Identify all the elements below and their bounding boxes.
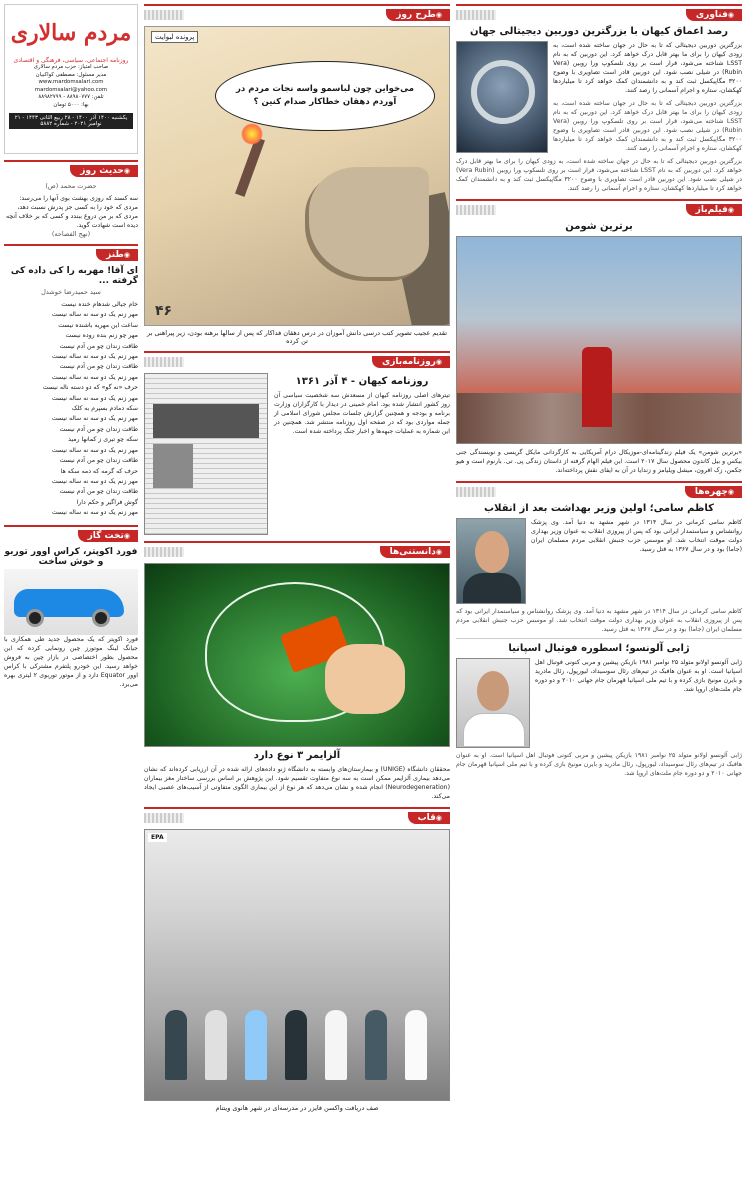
face-shape xyxy=(475,531,509,573)
science-title: آلزایمر ۳ نوع دارد xyxy=(253,750,341,761)
vaccine-queue-photo xyxy=(144,829,450,1101)
poem-line: سکه دمادم بسپرم به کلک xyxy=(71,405,138,413)
car-text: فورد اکوپتر که یک محصول جدید طی همکاری با جیانگ لینگ موتورز چین رونمایی کرده که این محصول بطور اختصاصی در بازار چین به فروش خواهد رسید. این خودرو پلتفرم مشترکی با کراس اوور Equator دارد و از موتور توربوی ۲ لیتری بهره می‌برد. xyxy=(4,635,138,688)
middle-column xyxy=(144,4,450,1118)
section-tag: ◉ فیلم‌باز xyxy=(686,204,742,216)
satire-title: ای آقا! مهربه را کی داده کی گرفته ... xyxy=(10,266,138,286)
section-tag: ◉ دانستنی‌ها xyxy=(380,546,450,558)
speech-bubble: می‌خواین چون لباسمو واسه نجات مردم در آوردم دهقان خطاکار صدام کنین ؟ xyxy=(215,61,435,131)
archive-title: روزنامه کیهان - ۴ آذر ۱۳۶۱ xyxy=(295,376,429,387)
lens-ring-shape xyxy=(471,60,535,124)
tech-title: رصد اعماق کیهان با بزرگترین دوربین دیجیتالی جهان xyxy=(469,26,729,37)
poem-line: گوش فراگیر و حکم دارا xyxy=(76,498,138,506)
poem-line: ساعت این مهریه باشنده نیست xyxy=(58,321,138,329)
poem-line: مهر زنم یک دو سه نه ساله نیست xyxy=(51,353,138,361)
tagline: روزنامه اجتماعی، سیاسی، فرهنگی و اقتصادی xyxy=(13,57,129,64)
quote-source: (نهج الفصاحه) xyxy=(51,230,91,238)
clipping-headline-block xyxy=(153,404,259,438)
left-column xyxy=(4,4,138,695)
person-shape xyxy=(325,1010,347,1080)
poem-line: مهر چو زنم بنده روده نیست xyxy=(65,332,138,340)
profile-text: ژابی آلونسو اولانو متولد ۲۵ نوامبر ۱۹۸۱ بازیکن پیشین و مربی کنونی فوتبال اهل اسپانیا است. او به عنوان هافبک در تیم‌های رئال سوسیداد، لیورپول، رئال مادرید و بایرن مونیخ بازی کرده و با تیم ملی اسپانیا قهرمان جام جهانی ۲۰۱۰ و دو دوره جام ملت‌های اروپا شد. xyxy=(535,659,743,693)
info-line: صاحب امتیاز: حزب مردم سالاری xyxy=(33,64,109,70)
faces-section xyxy=(456,481,742,778)
cartoon-caption: تقدیم عجیب تصویر کتب درسی دانش آموزان در درس دهقان فداکار که پس از سالها برهنه بودن، زیر پیراهنی بر تن کرده xyxy=(146,329,448,345)
poem-line: طاقت زندان چو من آدم نیست xyxy=(59,457,138,465)
face-shape xyxy=(477,671,509,711)
photo-section xyxy=(144,807,450,1112)
section-tag: ◉ فناوری xyxy=(686,9,742,21)
logo-text: مردم سالاری xyxy=(10,20,132,46)
car-photo xyxy=(4,569,138,635)
photo-caption: صف دریافت واکسن فایزر در مدرسه‌ای در شهر هانوی ویتنام xyxy=(215,1104,379,1112)
car-wheel xyxy=(26,609,44,627)
poem-line: مهر زنم یک دو سه نه ساله نیست xyxy=(51,311,138,319)
hand-shape xyxy=(325,644,405,714)
artist-tag: پرونده لبوایت xyxy=(151,31,198,43)
quote-day-section xyxy=(4,160,138,238)
portrait-photo xyxy=(456,658,530,748)
masthead xyxy=(4,4,138,154)
car-wheel xyxy=(92,609,110,627)
newspaper-logo xyxy=(9,9,133,57)
right-column xyxy=(456,4,742,784)
satire-section xyxy=(4,244,138,519)
poem-line: طاقت زندان چو من آدم نیست xyxy=(59,425,138,433)
section-tag: ◉ طرح روز xyxy=(386,9,450,21)
cartoon-section xyxy=(144,4,450,345)
poem-line: سکه چو تیری ز کمانها رمید xyxy=(68,436,138,444)
section-tag: ◉ طنز xyxy=(96,249,138,261)
brain-image xyxy=(144,563,450,747)
tech-section xyxy=(456,4,742,193)
poem-line: مهر زنم یک دو سه نه ساله نیست xyxy=(51,446,138,454)
torch-shape xyxy=(235,137,265,197)
profile-title: کاظم سامی؛ اولین وزیر بهداشت بعد از انقلاب xyxy=(484,503,714,514)
tech-text-continued: بزرگترین دوربین دیجیتالی که تا به حال در جهان ساخته شده است، به زودی کیهان را برای ما بهتر قابل درک خواهد کرد. این دوربین که به نام LSST شناخته می‌شود، قرار است بر روی تلسکوپ ورا روبین (Vera Rubin) در شیلی نصب شود. این دوربین قادر است تصاویری با وضوح ۳۲۰۰ مگاپیکسل ثبت کند و به دانشمندان کمک خواهد کرد تا میلیاردها کهکشان، ستاره و اجرام آسمانی را رصد کنند. xyxy=(553,100,742,152)
poem-line: حرف که گرمه که دمه سکه ها xyxy=(60,467,138,475)
profile-text: کاظم سامی کرمانی در سال ۱۳۱۴ در شهر مشهد به دنیا آمد. وی پزشک روانشناس و سیاستمدار ایرانی بود که پس از پیروزی انقلاب به عنوان وزیر بهداری دولت موقت انتخاب شد. او موسس حزب جنبش انقلابی مردم مسلمان ایران (جاما) بود و در سال ۱۳۶۷ به قتل رسید. xyxy=(531,519,742,553)
cartoon-number: ۴۶ xyxy=(155,303,173,319)
person-shape xyxy=(205,1010,227,1080)
cartoon-image xyxy=(144,26,450,326)
archive-text: تیترهای اصلی روزنامه کیهان از مسعدش سه شخصیت سیاسی آن روز کشور انتشار شده بود. امام خمینی در دیدار با کارگزاران وزارت برنامه و بودجه و همچنین گزارش جلسات مجلس شورای اسلامی از جمله مواردی بود که در صفحه اول روزنامه منتشر شد. همچنین در این شماره به عملیات جبهه‌ها و اخبار جنگ پرداخته شده است. xyxy=(274,392,450,435)
poem-line: خام جیالی شدهام خنده نیست xyxy=(61,301,138,308)
poem-line: مهر زنم یک دو سه نه ساله نیست xyxy=(51,394,138,402)
archive-section xyxy=(144,351,450,535)
section-logo xyxy=(456,10,496,20)
quote-author: حضرت محمد (ص) xyxy=(45,182,97,190)
poem-line: طاقت زندان چو من آدم نیست xyxy=(59,342,138,350)
poem-line: مهر زنم یک دو سه نه ساله نیست xyxy=(51,373,138,381)
profile-text-continued: کاظم سامی کرمانی در سال ۱۳۱۴ در شهر مشهد به دنیا آمد. وی پزشک روانشناس و سیاستمدار ایرانی بود که پس از پیروزی انقلاب به عنوان وزیر بهداری دولت موقت انتخاب شد. او موسس حزب جنبش انقلابی مردم مسلمان ایران (جاما) بود و در سال ۱۳۶۷ به قتل رسید. xyxy=(456,608,742,633)
profile-title: ژابی آلونسو؛ اسطوره فوتبال اسپانیا xyxy=(508,643,690,654)
poem-line: مهر زنم یک دو سه نه ساله نیست xyxy=(51,509,138,517)
poem-line: مهر زنم یک دو سه نه ساله نیست xyxy=(51,415,138,423)
poem-line: طاقت زندان چو من آدم نیست xyxy=(59,488,138,496)
date-bar: یکشنبه ۱۴۰۰ آذر ۱۴۰۰ - ۲۸ ربیع الثانی ۱۴۴۳ - ۲۱ نوامبر ۲۰۲۱ - شماره ۵۸۸۲ xyxy=(9,113,133,129)
person-shape xyxy=(365,1010,387,1080)
info-line: تلفن: ۸۸۹۸۰۷۷۷ - ۸۸۹۸۲۷۹۹ xyxy=(38,94,104,101)
portrait-photo xyxy=(456,518,526,604)
newspaper-clipping-image xyxy=(144,373,268,535)
divider xyxy=(456,638,742,639)
section-tag: ◉ قاب xyxy=(408,812,450,824)
section-logo xyxy=(456,487,496,497)
masthead-info xyxy=(9,64,133,110)
website-link[interactable]: www.mardomsalari.com xyxy=(38,79,104,86)
info-line: بها: ۵۰۰۰ تومان xyxy=(53,101,89,108)
tech-text-more: بزرگترین دوربین دیجیتالی که تا به حال در جهان ساخته شده است، به زودی کیهان را برای ما بهتر قابل درک خواهد کرد. این دوربین که به نام LSST شناخته می‌شود، قرار است بر روی تلسکوپ ورا روبین (Vera Rubin) در شیلی نصب شود. این دوربین قادر است تصاویری با وضوح ۳۲۰۰ مگاپیکسل ثبت کند و به دانشمندان کمک خواهد کرد تا میلیاردها کهکشان، ستاره و اجرام آسمانی را رصد کنند. xyxy=(456,158,742,192)
section-logo xyxy=(144,547,184,557)
science-section xyxy=(144,541,450,801)
person-shape xyxy=(245,1010,267,1080)
section-tag: ◉ روزنامه‌بازی xyxy=(372,356,450,368)
tech-text: بزرگترین دوربین دیجیتالی که تا به حال در جهان ساخته شده است، به زودی کیهان را برای ما بهتر قابل درک خواهد کرد. این دوربین که به نام LSST شناخته می‌شود، قرار است بر روی تلسکوپ ورا روبین (Vera Rubin) در شیلی نصب شود. این دوربین قادر است تصاویری با وضوح ۳۲۰۰ مگاپیکسل ثبت کند و به دانشمندان کمک خواهد کرد تا میلیاردها کهکشان، ستاره و اجرام آسمانی را رصد کنند. xyxy=(553,42,742,94)
car-title: فورد اکوپتر، کراس اوور توربو و خوش ساخت xyxy=(4,546,138,567)
poem-line: مهر زنم یک دو سه نه ساله نیست xyxy=(51,477,138,485)
clipping-photo-block xyxy=(153,444,193,488)
poem xyxy=(4,300,138,519)
hand-shape xyxy=(309,167,429,277)
flame-shape xyxy=(241,123,263,145)
person-shape xyxy=(285,1010,307,1080)
film-text: «برترین شومن» یک فیلم زندگینامه‌ای-موزیکال درام آمریکایی به کارگردانی مایکل گریسی و نویسندگی جنی بیکس و بیل کاندون محصول سال ۲۰۱۷ است. این فیلم الهام گرفته از داستان زندگی پی. تی. بارنوم است و هیو جکمن، زک افرون، میشل ویلیامز و زندایا در آن به ایفای نقش پرداخته‌اند. xyxy=(456,449,742,474)
section-tag: ◉ حدیث روز xyxy=(70,165,138,177)
person-shape xyxy=(165,1010,187,1080)
film-title: برترین شومن xyxy=(565,221,633,232)
section-tag: ◉ چهره‌ها xyxy=(685,486,742,498)
suit-shape xyxy=(463,573,521,603)
section-logo xyxy=(144,357,184,367)
email-link[interactable]: mardomsalari@yahoo.com xyxy=(34,86,108,93)
section-logo xyxy=(144,10,184,20)
film-section xyxy=(456,199,742,475)
section-logo xyxy=(456,205,496,215)
info-line: مدیر مسئول: مصطفی کواکبیان xyxy=(35,71,107,78)
profile-text-continued: ژابی آلونسو اولانو متولد ۲۵ نوامبر ۱۹۸۱ بازیکن پیشین و مربی کنونی فوتبال اهل اسپانیا است. او به عنوان هافبک در تیم‌های رئال سوسیداد، لیورپول، رئال مادرید و بایرن مونیخ بازی کرده و با تیم ملی اسپانیا قهرمان جام جهانی ۲۰۱۰ و دو دوره جام ملت‌های اروپا شد. xyxy=(456,752,742,777)
jersey-shape xyxy=(463,713,525,747)
section-tag: ◉ تخت گاز xyxy=(78,530,138,542)
section-logo xyxy=(144,813,184,823)
poem-line: طاقت زندان چو من آدم نیست xyxy=(59,363,138,371)
person-shape xyxy=(405,1010,427,1080)
quote-text: سه کسند که روزی بهشت بوی آنها را می‌رسد: مردی که خود را به کسی جز پدرش نسبت دهد، مردی که بر من دروغ ببندد و کسی که بر خلاف آنچه دیده است شهادت گوید. xyxy=(6,195,138,229)
ringmaster-shape xyxy=(582,347,612,427)
car-section xyxy=(4,525,138,689)
science-text: محققان دانشگاه (UNIGE) و بیمارستان‌های وابسته به دانشگاه ژنو داده‌های ارائه شده در آن ارزیابی کرده‌اند که نشان می‌دهد بیماری آلزایمر ممکن است به سه نوع متفاوت تقسیم شود. این پژوهش بر اساس بررسی ساختار مغز بیماران (Neurodegeneration) انجام شده و نشان می‌دهد که هر نوع از این بیماری الگوی متفاوتی از آسیب‌های عصبی ایجاد می‌کند. xyxy=(144,766,451,800)
film-still-photo xyxy=(456,236,742,444)
agency-tag: EPA xyxy=(148,833,167,842)
satire-author: سید حمیدرضا خوشدل xyxy=(41,288,101,296)
telescope-camera-photo xyxy=(456,41,548,153)
poem-line: حرف «نه گو» که دو دسته ناله نیست xyxy=(42,384,138,392)
